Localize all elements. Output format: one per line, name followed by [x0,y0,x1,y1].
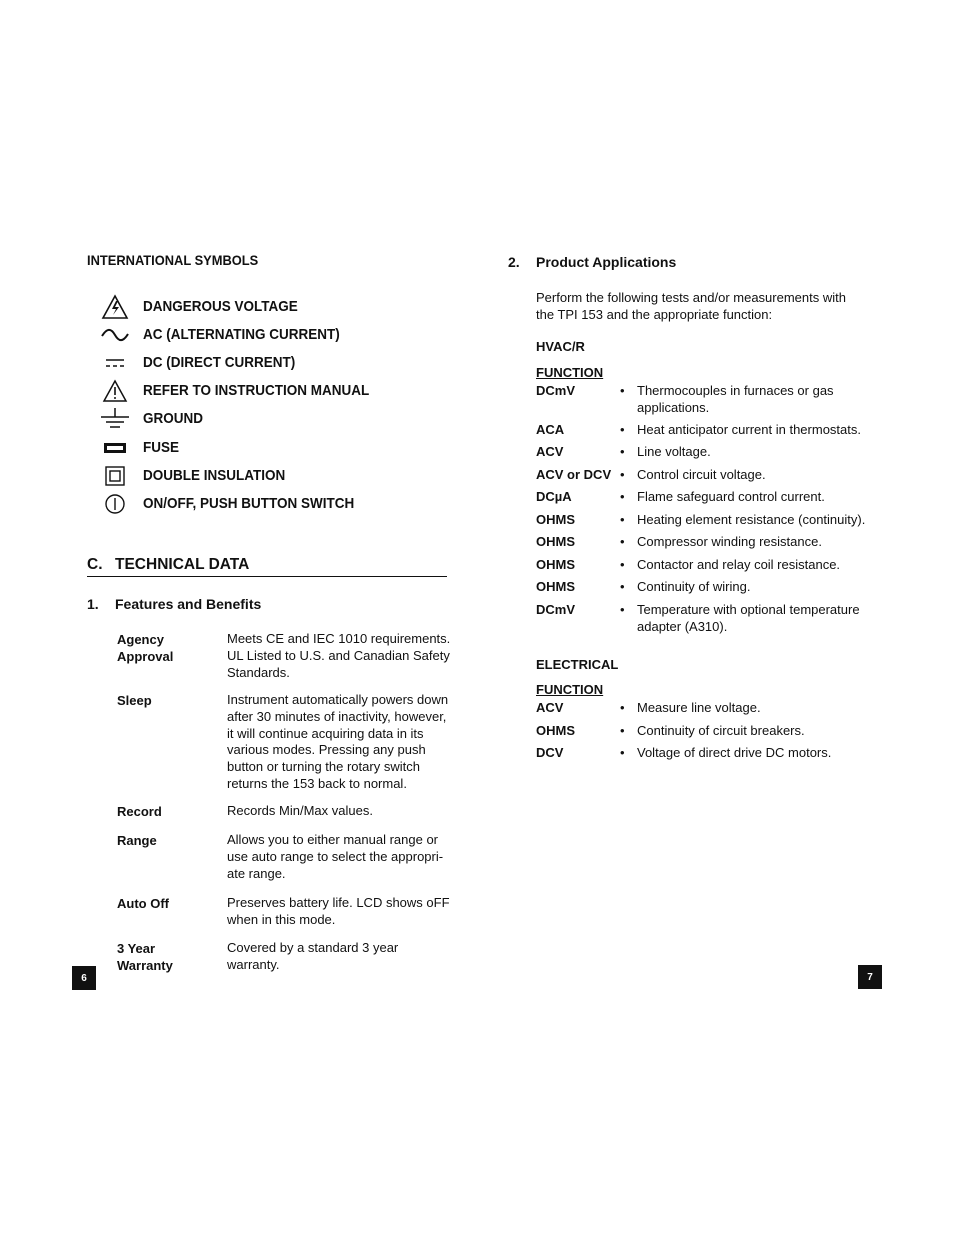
bullet: • [620,723,625,738]
app-function: ACV [536,700,564,715]
symbol-row-ground [98,407,204,431]
double-insulation-icon [98,464,132,488]
dangerous-voltage-icon [98,295,132,319]
bullet: • [620,422,625,437]
symbol-row-instruction-manual [98,379,370,403]
page-number-right: 7 [858,965,882,989]
app-function: OHMS [536,723,575,738]
feature-desc: Preserves battery life. LCD shows oFF when in this mode. [227,895,450,927]
subsection-number: 2. [508,254,520,270]
symbol-label: DOUBLE INSULATION [143,467,286,484]
function-label: FUNCTION [536,682,604,697]
symbol-label: GROUND [143,410,204,427]
bullet: • [620,557,625,572]
symbol-row-push-button [98,492,355,516]
bullet: • [620,489,625,504]
subsection-number: 1. [87,596,99,612]
bullet: • [620,383,625,398]
ground-icon [98,407,132,431]
applications-intro: Perform the following tests and/or measurements with the TPI 153 and the appropriate function: [536,290,846,322]
symbol-row-double-insulation [98,464,286,488]
symbol-row-dangerous-voltage [98,295,298,319]
symbol-label: DC (DIRECT CURRENT) [143,354,296,371]
symbols-heading: INTERNATIONAL SYMBOLS [87,252,259,268]
app-description: Compressor winding resistance. [637,534,822,549]
app-function: ACV [536,444,564,459]
symbol-row-ac [98,323,340,347]
feature-desc: Meets CE and IEC 1010 requirements. UL Listed to U.S. and Canadian Safety Standards. [227,631,451,680]
app-function: ACA [536,422,565,437]
warning-triangle-icon [98,379,132,403]
app-description: Temperature with optional temperature adapter (A310). [637,602,860,634]
app-function: DCmV [536,383,576,398]
app-description: Heating element resistance (continuity). [637,512,866,527]
subsection-title: Features and Benefits [115,596,262,612]
app-description: Thermocouples in furnaces or gas applications. [637,383,834,415]
feature-term: Range [117,833,157,848]
app-description: Flame safeguard control current. [637,489,825,504]
dc-icon [98,351,132,375]
section-title: TECHNICAL DATA [115,556,250,573]
symbol-label: FUSE [143,439,180,456]
app-description: Contactor and relay coil resistance. [637,557,841,572]
app-description: Heat anticipator current in thermostats. [637,422,861,437]
applications-heading [508,254,676,270]
app-function: DCµA [536,489,572,504]
app-function: OHMS [536,557,575,572]
feature-term: Auto Off [117,896,169,911]
app-description: Line voltage. [637,444,711,459]
app-description: Voltage of direct drive DC motors. [637,745,832,760]
symbol-label: AC (ALTERNATING CURRENT) [143,326,340,343]
feature-term: Record [117,804,162,819]
bullet: • [620,467,625,482]
fuse-icon [98,436,132,460]
bullet: • [620,579,625,594]
bullet: • [620,512,625,527]
feature-desc: Covered by a standard 3 year warranty. [227,940,399,972]
app-function: DCmV [536,602,576,617]
function-label: FUNCTION [536,365,604,380]
hvac-heading: HVAC/R [536,339,585,354]
app-description: Measure line voltage. [637,700,761,715]
bullet: • [620,700,625,715]
bullet: • [620,444,625,459]
symbol-row-fuse [98,436,180,460]
feature-term: 3 Year Warranty [117,941,173,973]
symbol-label: REFER TO INSTRUCTION MANUAL [143,382,370,399]
app-function: OHMS [536,579,575,594]
symbol-label: ON/OFF, PUSH BUTTON SWITCH [143,495,355,512]
push-button-switch-icon [98,492,132,516]
app-description: Continuity of circuit breakers. [637,723,805,738]
section-number: C. [87,556,103,573]
features-heading [87,596,261,612]
bullet: • [620,745,625,760]
feature-desc: Instrument automatically powers down after 30 minutes of inactivity, however, it will continue acquiring data in its various modes. Pressing any push button or turning the rotary switch returns the 153 back to normal. [227,692,449,791]
app-function: OHMS [536,512,575,527]
symbol-row-dc [98,351,296,375]
app-description: Control circuit voltage. [637,467,766,482]
technical-data-heading [87,556,447,577]
bullet: • [620,602,625,617]
symbol-label: DANGEROUS VOLTAGE [143,298,298,315]
page-number-left: 6 [72,966,96,990]
app-description: Continuity of wiring. [637,579,751,594]
feature-term: Sleep [117,693,152,708]
bullet: • [620,534,625,549]
feature-desc: Records Min/Max values. [227,803,373,818]
app-function: DCV [536,745,564,760]
feature-term: Agency Approval [117,632,174,664]
feature-desc: Allows you to either manual range or use auto range to select the appropri- ate range. [227,832,444,881]
electrical-heading: ELECTRICAL [536,657,619,672]
subsection-title: Product Applications [536,254,677,270]
app-function: ACV or DCV [536,467,612,482]
app-function: OHMS [536,534,575,549]
ac-wave-icon [98,323,132,347]
